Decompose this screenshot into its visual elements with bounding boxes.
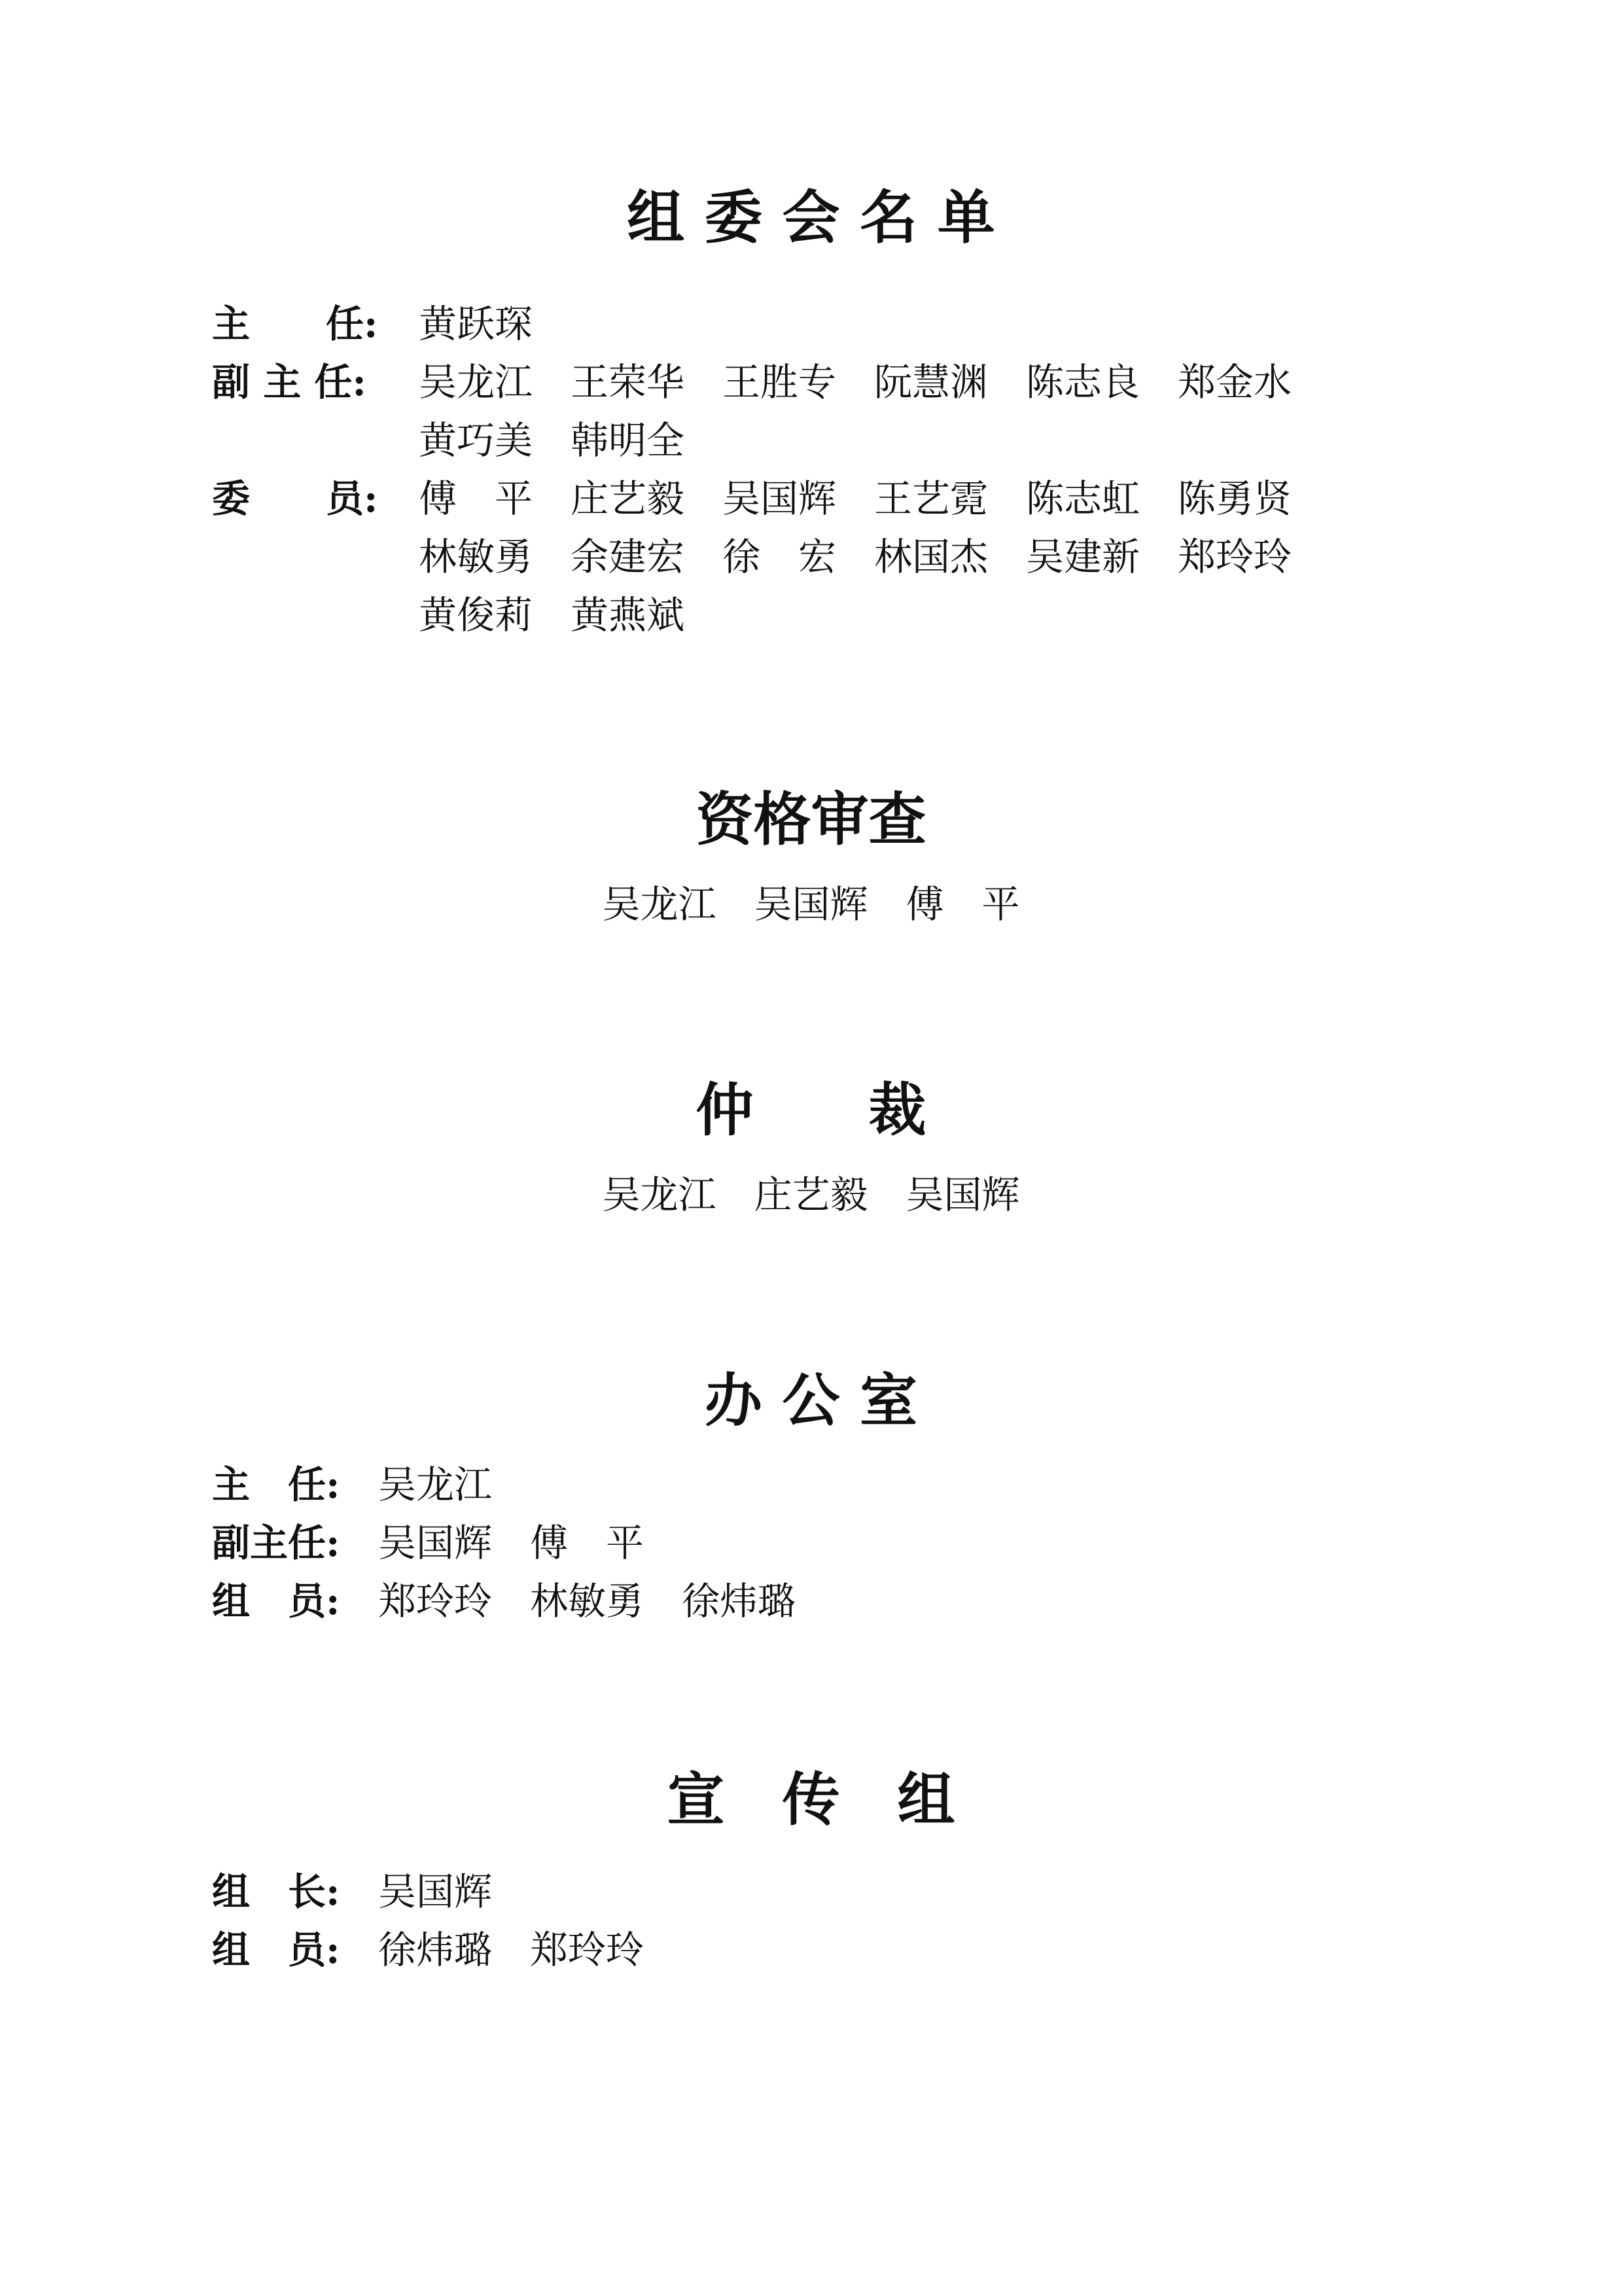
publicity-members: 徐炜璐 郑玲玲 <box>378 1928 644 1972</box>
qualification-title: 资格审查 <box>696 785 926 853</box>
qualification-members: 吴龙江 吴国辉 傅 平 <box>602 882 1020 927</box>
committee-director: 黄跃琛 <box>419 302 533 346</box>
office-members: 郑玲玲 林敏勇 徐炜璐 <box>378 1579 796 1623</box>
publicity-leader-label: 组 长: <box>212 1869 340 1914</box>
office-member-label: 组 员: <box>212 1579 340 1623</box>
committee-member-line-2: 林敏勇 余建宏 徐 宏 林国杰 吴建新 郑玲玲 <box>419 535 1292 579</box>
committee-member-label: 委 员: <box>212 476 378 521</box>
publicity-title: 宣 传 组 <box>667 1765 955 1833</box>
office-deputy: 吴国辉 傅 平 <box>378 1521 644 1565</box>
office-title: 办 公 室 <box>704 1366 918 1434</box>
committee-deputy-line-1: 吴龙江 王荣华 王胜专 阮慧渊 陈志良 郑金水 <box>419 360 1292 404</box>
committee-member-line-3: 黄俊莉 黄燕斌 <box>419 593 685 637</box>
office-director: 吴龙江 <box>378 1462 493 1507</box>
committee-deputy-line-2: 黄巧美 韩明全 <box>419 418 685 463</box>
committee-member-line-1: 傅 平 庄艺毅 吴国辉 王艺霓 陈志虹 陈勇贤 <box>419 476 1292 521</box>
arbitration-title: 仲 裁 <box>696 1076 926 1144</box>
publicity-member-label: 组 员: <box>212 1928 340 1972</box>
committee-title: 组 委 会 名 单 <box>627 183 995 251</box>
office-director-label: 主 任: <box>212 1462 340 1507</box>
committee-deputy-label: 副 主 任: <box>212 360 366 404</box>
committee-director-label: 主 任: <box>212 302 378 346</box>
publicity-leader: 吴国辉 <box>378 1869 493 1914</box>
arbitration-members: 吴龙江 庄艺毅 吴国辉 <box>602 1173 1020 1217</box>
office-deputy-label: 副主任: <box>212 1521 340 1565</box>
